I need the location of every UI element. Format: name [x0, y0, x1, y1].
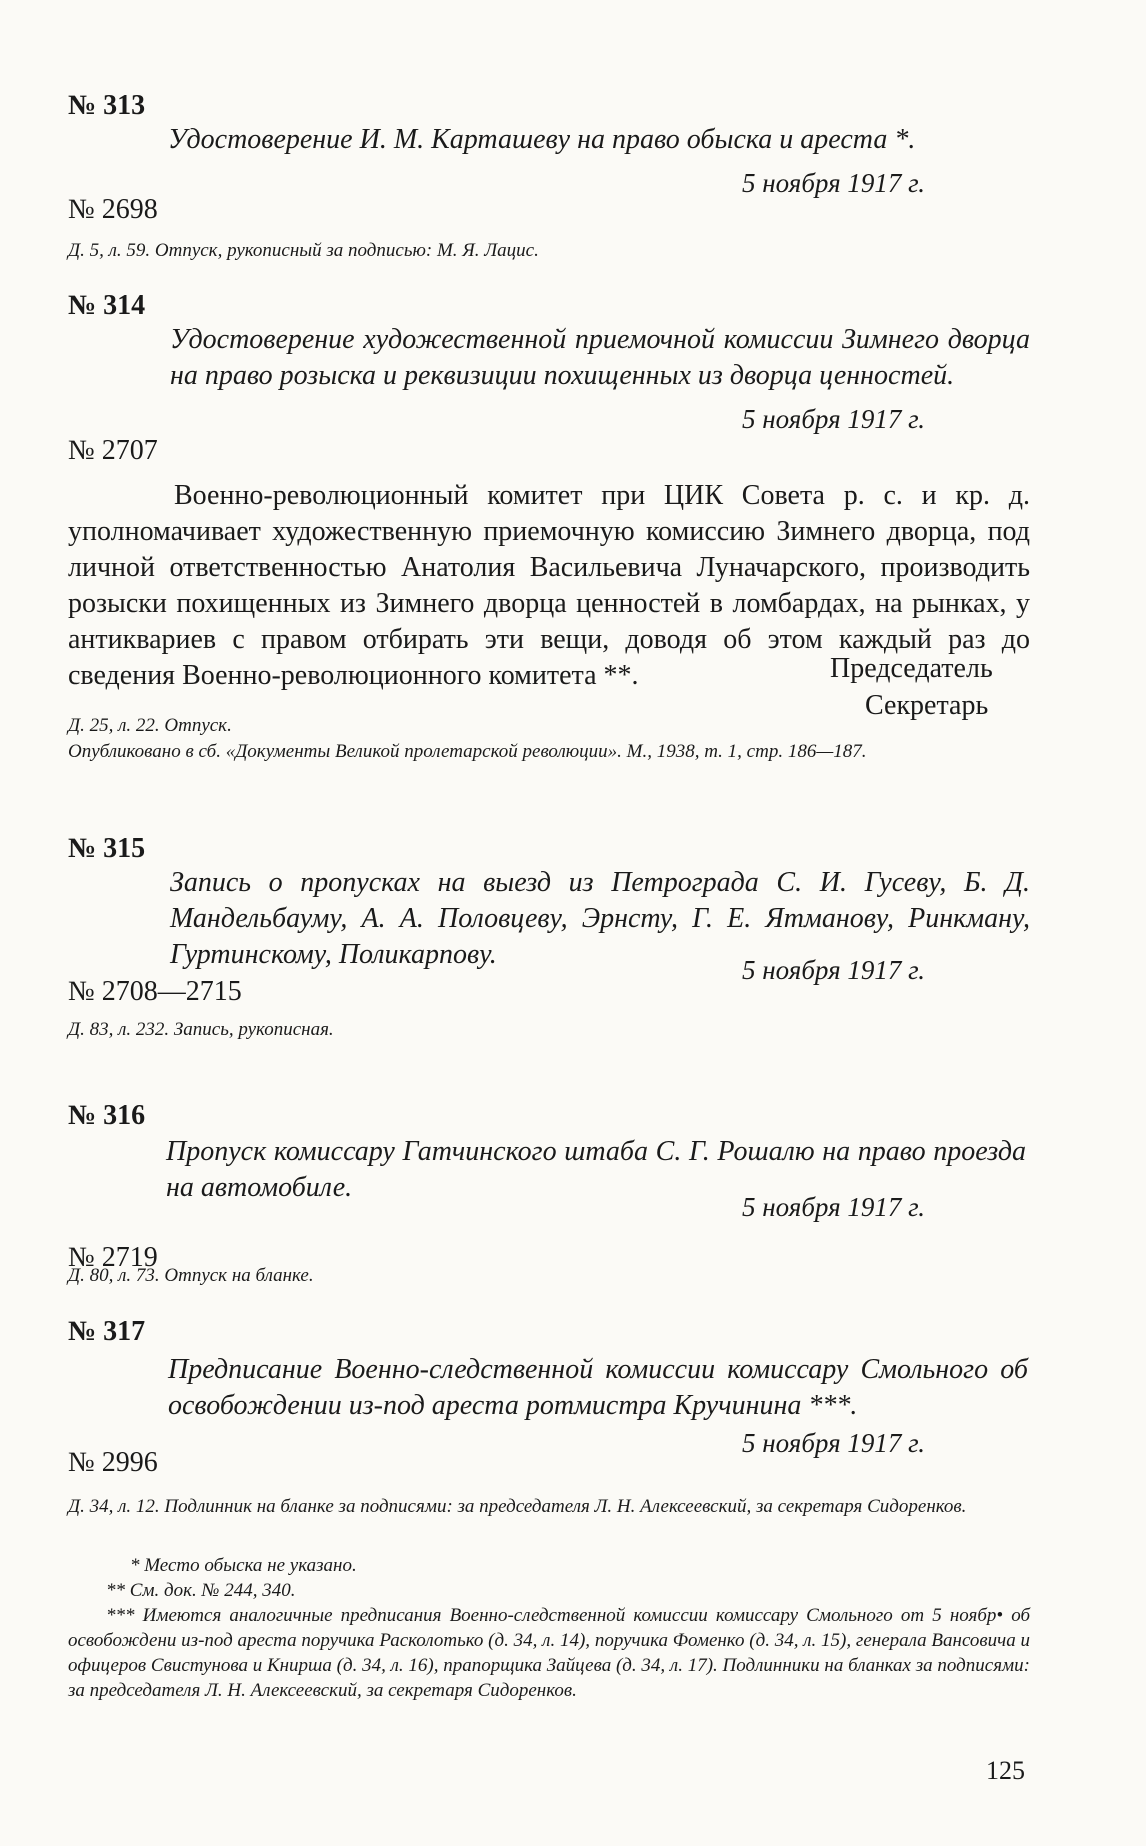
doc-title: Пропуск комиссару Гатчинского штаба С. Г. Рошалю на право проезда на автомобиле. — [166, 1136, 1026, 1203]
footnote: *** Имеются аналогичные предписания Военно-следственной комиссии комиссару Смольного от 5 ноябр• об освобождени из-под ареста поручика Расколотько (д. 34, л. 14), поручика Фоменко (д. 34, л. 15), генерала Вансовича и офицеров Свистунова и Книрша (д. 34, л. 16), прапорщика Зайцева (д. 34, л. 17). Подлинники на бланках за подписями: за председателя Л. Н. Алексеевский, за секретаря Сидоренков. — [68, 1605, 1030, 1701]
doc-title: Предписание Военно-следственной комиссии комиссару Смольного об освобождении из-под ареста ротмистра Кручинина ***. — [168, 1354, 1028, 1421]
doc-title: Удостоверение И. М. Карташеву на право обыска и ареста *. — [168, 124, 916, 155]
doc-title: Запись о пропусках на выезд из Петрограда С. И. Гусеву, Б. Д. Мандельбауму, А. А. Половцеву, Эрнсту, Г. Е. Ятманову, Ринкману, Гуртинскому, Поликарпову. — [170, 867, 1030, 970]
doc-ref: № 2719 — [68, 1242, 158, 1273]
doc-source: Д. 80, л. 73. Отпуск на бланке. — [68, 1265, 314, 1286]
doc-title: Удостоверение художественной приемочной комиссии Зимнего дворца на право розыска и реквизиции похищенных из дворца ценностей. — [170, 324, 1030, 391]
footnote: ** См. док. № 244, 340. — [106, 1580, 296, 1601]
doc-ref: № 2996 — [68, 1447, 158, 1478]
signature-chairman: Председатель — [830, 653, 993, 684]
doc-source: Д. 83, л. 232. Запись, рукописная. — [68, 1019, 334, 1040]
doc-ref: № 2708—2715 — [68, 976, 242, 1007]
doc-source: Д. 5, л. 59. Отпуск, рукописный за подписью: М. Я. Лацис. — [68, 240, 539, 261]
doc-published: Опубликовано в сб. «Документы Великой пролетарской революции». М., 1938, т. 1, стр. 186—187. — [68, 741, 867, 762]
doc-date: 5 ноября 1917 г. — [742, 1192, 926, 1222]
doc-date: 5 ноября 1917 г. — [742, 1428, 926, 1458]
doc-number: № 316 — [68, 1100, 146, 1131]
footnote: * Место обыска не указано. — [130, 1555, 357, 1576]
signature-secretary: Секретарь — [865, 690, 989, 721]
doc-number: № 313 — [68, 90, 146, 121]
doc-number: № 314 — [68, 290, 146, 321]
doc-source: Д. 25, л. 22. Отпуск. — [68, 715, 232, 736]
doc-date: 5 ноября 1917 г. — [742, 168, 926, 198]
doc-body: Военно-революционный комитет при ЦИК Совета р. с. и кр. д. уполномачивает художественную приемочную комиссию Зимнего дворца, под личной ответственностью Анатолия Васильевича Луначарского, производить розыски похищенных из Зимнего дворца ценностей в ломбардах, на рынках, у антиквариев с правом отбирать эти вещи, доводя об этом каждый раз до сведения Военно-революционного комитета **. — [68, 480, 1030, 691]
doc-ref: № 2707 — [68, 435, 158, 466]
page-number: 125 — [986, 1756, 1025, 1785]
doc-date: 5 ноября 1917 г. — [742, 955, 926, 985]
doc-number: № 317 — [68, 1316, 146, 1347]
doc-number: № 315 — [68, 833, 146, 864]
doc-ref: № 2698 — [68, 194, 158, 225]
doc-date: 5 ноября 1917 г. — [742, 404, 926, 434]
doc-source: Д. 34, л. 12. Подлинник на бланке за подписями: за председателя Л. Н. Алексеевский, за секретаря Сидоренков. — [68, 1496, 967, 1517]
